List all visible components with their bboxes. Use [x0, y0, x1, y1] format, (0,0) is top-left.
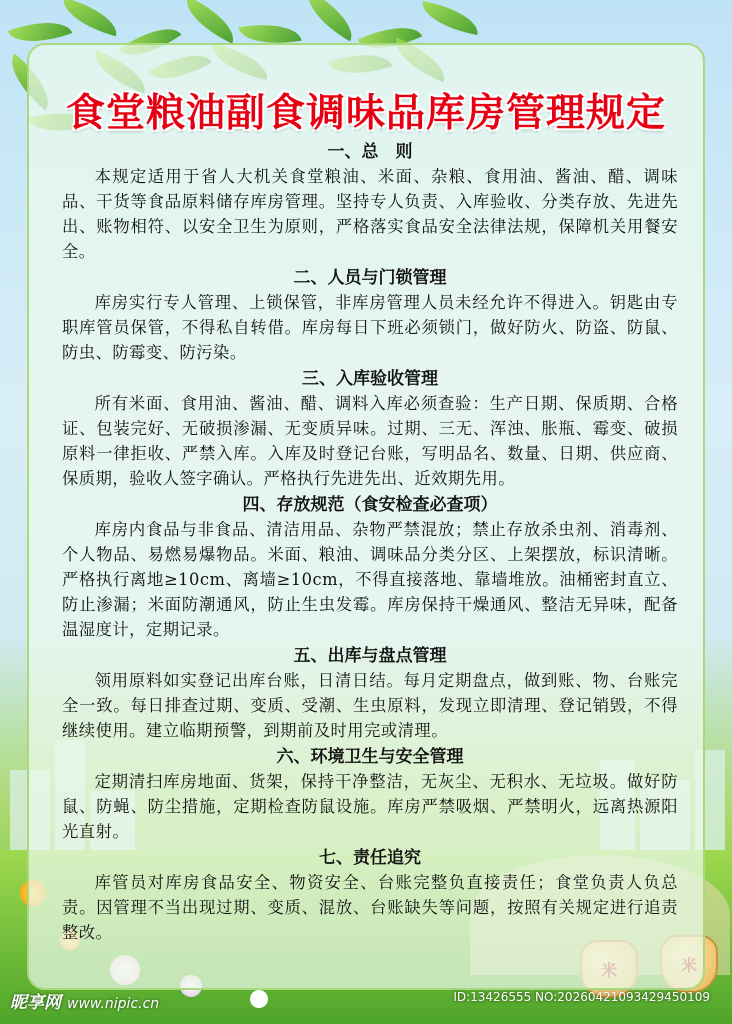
section-text: 库房内食品与非食品、清洁用品、杂物严禁混放；禁止存放杀虫剂、消毒剂、个人物品、易燃易爆物品。米面、粮油、调味品分类分区、上架摆放，标识清晰。严格执行离地≥10cm、离墙≥10cm，不得直接落地、靠墙堆放。油桶密封直立、防止渗漏；米面防潮通风，防止生虫发霉。库房保持干燥通风、整洁无异味，配备温湿度计，定期记录。 — [62, 520, 678, 639]
section-heading: 六、环境卫生与安全管理 — [276, 747, 464, 767]
section-text: 所有米面、食用油、酱油、醋、调料入库必须查验：生产日期、保质期、合格证、包装完好、无破损渗漏、无变质异味。过期、三无、浑浊、胀瓶、霉变、破损原料一律拒收、严禁入库。入库及时登记台账，写明品名、数量、日期、供应商、保质期，验收人签字确认。严格执行先进先出、近效期先用。 — [62, 394, 678, 488]
site-watermark — [10, 988, 159, 1013]
section-heading: 五、出库与盘点管理 — [293, 646, 447, 666]
section-text: 库管员对库房食品安全、物资安全、台账完整负直接责任；食堂负责人负总责。因管理不当出现过期、变质、混放、台账缺失等问题，按照有关规定进行追责整改。 — [62, 873, 678, 942]
section-heading: 四、存放规范（食安检查必查项） — [242, 495, 498, 515]
section-text: 本规定适用于省人大机关食堂粮油、米面、杂粮、食用油、酱油、醋、调味品、干货等食品原料储存库房管理。坚持专人负责、入库验收、分类存放、先进先出、账物相符、以安全卫生为原则，严格落实食品安全法律法规，保障机关用餐安全。 — [62, 167, 678, 261]
section-personnel-lock — [62, 266, 678, 365]
section-heading: 一、总 则 — [327, 142, 413, 162]
image-id-line: ID:13426555 NO:20260421093429450109 — [453, 990, 710, 1004]
flower-decoration — [250, 990, 268, 1008]
watermark-url: www.nipic.cn — [67, 996, 160, 1012]
section-heading: 七、责任追究 — [319, 848, 421, 868]
section-text: 领用原料如实登记出库台账，日清日结。每月定期盘点，做到账、物、台账完全一致。每日排查过期、变质、受潮、生虫原料，发现立即清理、登记销毁，不得继续使用。建立临期预警，到期前及时用完或清理。 — [62, 671, 678, 740]
section-text: 库房实行专人管理、上锁保管，非库房管理人员未经允许不得进入。钥匙由专职库管员保管，不得私自转借。库房每日下班必须锁门，做好防火、防盗、防鼠、防虫、防霉变、防污染。 — [62, 293, 678, 362]
section-inbound-inspection — [62, 367, 678, 491]
section-general — [62, 140, 678, 264]
section-outbound-inventory — [62, 644, 678, 743]
section-accountability — [62, 846, 678, 945]
watermark-logo: 昵享网 — [10, 993, 61, 1013]
section-hygiene-safety — [62, 745, 678, 844]
section-text: 定期清扫库房地面、货架，保持干净整洁，无灰尘、无积水、无垃圾。做好防鼠、防蝇、防尘措施，定期检查防鼠设施。库房严禁吸烟、严禁明火，远离热源阳光直射。 — [62, 772, 678, 841]
regulation-content — [62, 140, 678, 947]
page-title: 食堂粮油副食调味品库房管理规定 — [65, 91, 666, 136]
section-storage-rules — [62, 493, 678, 642]
section-heading: 二、人员与门锁管理 — [293, 268, 447, 288]
section-heading: 三、入库验收管理 — [302, 369, 438, 389]
